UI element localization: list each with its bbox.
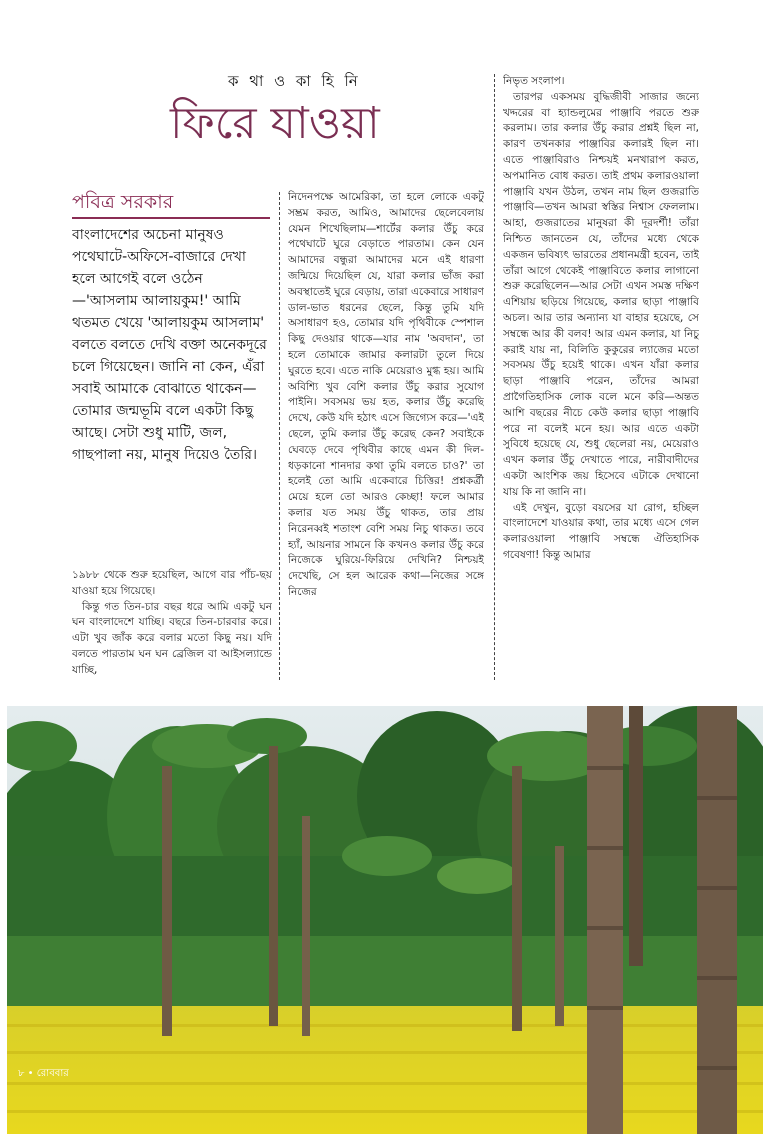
paragraph: ১৯৮৮ থেকে শুরু হয়েছিল, আগে বার পাঁচ-ছয় যাওয়া হয়ে গিয়েছে। — [72, 569, 272, 597]
paragraph: তারপর একসময় বুদ্ধিজীবী সাজার জন্যে খদ্দরের বা হ্যান্ডলুমের পাঞ্জাবি পরতে শুরু করলাম। তার কলার উঁচু করার প্রশ্নই ছিল না, কারণ তখনকার পাঞ্জাবির কলারই ছিল না। এতে পাঞ্জাবিরাও নিশ্চয়ই মনখারাপ করত, অপমানিত বোধ করত। তাই প্রথম কলারওয়ালা পাঞ্জাবি যখন উঠল, তখন নাম ছিল গুজরাতি পাঞ্জাবি—তখন আমরা স্বস্তির নিশ্বাস ফেললাম। আহা, গুজরাতের মানুষরা কী দূরদর্শী! তাঁরা নিশ্চিত জানতেন যে, তাঁদের মধ্যে থেকে একজন ভবিষ্যৎ ভারতের প্রধানমন্ত্রী হবেন, তাই তাঁরা আগে থেকেই পাঞ্জাবিতে কলার লাগানো শুরু করেছিলেন—আর সেটা এখন সমস্ত দক্ষিণ এশিয়ায় ছড়িয়ে গিয়েছে, কলার ছাড়া পাঞ্জাবি অচল। আর তার অন্যান্য যা বাহার হয়েছে, সে সম্বন্ধে আর কী বলব! আর এমন কলার, যা নিচু করাই যায় না, বিলিতি কুকুরের ল্যাজের মতো সবসময় উঁচু হয়েই থাকে। এখন যাঁরা কলার ছাড়া পাঞ্জাবি পরেন, তাঁদের আমরা প্রাগৈতিহাসিক লোক বলে মনে করি—অন্তত আশি বছরের নীচে কেউ কলার ছাড়া পাঞ্জাবি পরে না বলেই মনে হয়। আর এতে একটা সুবিধে হয়েছে যে, শুধু ছেলেরা নয়, মেয়েরাও এখন কলার উঁচু দেখাতে পারে, নারীবাদীদের একটা আংশিক জয় হিসেবে এটাকে দেখানো যায় কি না জানি না। — [503, 90, 699, 498]
landscape-photo — [7, 706, 763, 1134]
column-divider — [279, 192, 280, 680]
paragraph: নিভৃত সংলাপ। — [503, 75, 565, 87]
author-underline — [72, 217, 270, 219]
page-folio: ৮ • রোববার — [18, 1068, 69, 1079]
article-title: ফিরে যাওয়া — [170, 98, 380, 149]
body-column-3 — [503, 74, 699, 682]
lede-paragraph: বাংলাদেশের অচেনা মানুষও পথেঘাটে-অফিসে-বাজারে দেখা হলে আগেই বলে ওঠেন—'আসলাম আলায়কুম!' আমি থতমত খেয়ে 'আলায়কুম আসলাম' বলতে বলতে দেখি বক্তা অনেকদূরে চলে গিয়েছেন। জানি না কেন, এঁরা সবাই আমাকে বোঝাতে থাকেন—তোমার জন্মভূমি বলে একটা কিছু আছে। সেটা শুধু মাটি, জল, গাছপালা নয়, মানুষ দিয়েও তৈরি। — [72, 227, 267, 463]
body-column-1 — [72, 568, 272, 680]
author-name: পবিত্র সরকার — [72, 191, 174, 213]
paragraph: এই দেখুন, বুড়ো বয়সের যা রোগ, হচ্ছিল বাংলাদেশে যাওয়ার কথা, তার মধ্যে এসে গেল কলারওয়ালা পাঞ্জাবি সম্বন্ধে ঐতিহাসিক গবেষণা! কিন্তু আমার — [503, 501, 699, 561]
column-divider — [494, 74, 495, 680]
paragraph: কিন্তু গত তিন-চার বছর ধরে আমি একটু ঘন ঘন বাংলাদেশে যাচ্ছি। বছরে তিন-চারবার করে। এটা খুব জাঁক করে বলার মতো কিছু নয়। যদি বলতে পারতাম ঘন ঘন ব্রেজিল বা আইসল্যান্ডে যাচ্ছি, — [72, 600, 272, 676]
section-label: ক থা ও কা হি নি — [228, 72, 361, 90]
body-column-2 — [288, 190, 484, 682]
paragraph: নিদেনপক্ষে আমেরিকা, তা হলে লোকে একটু সম্ভ্রম করত, আমিও, আমাদের ছেলেবেলায় যেমন শিখেছিলাম—শার্টের কলার উঁচু করে পথেঘাটে ঘুরে বেড়াতে পারতাম। কেন যেন আমাদের বন্ধুরা আমাদের মনে এই ধারণা জন্মিয়ে দিয়েছিল যে, যারা কলার ভাঁজ করা অবস্থাতেই ঘুরে বেড়ায়, তারা একেবারে সাধারণ ডাল-ভাত ধরনের ছেলে, কিন্তু তুমি যদি অসাধারণ হও, তোমার যদি পৃথিবীকে স্পেশাল কিছু দেওয়ার থাকে—যার নাম 'অবদান', তা হলে তোমাকে জামার কলারটা তুলে দিয়ে ঘুরতে হবে। এতে নাকি মেয়েরাও মুগ্ধ হয়। আমি অবিশ্যি খুব বেশি কলার উঁচু করার সুযোগ পাইনি। সবসময় ভয় হত, কলার উঁচু করেছি দেখে, কেউ যদি হঠাৎ এসে জিগ্যেস করে—'এই ছেলে, তুমি কলার উঁচু করেছ কেন? সবাইকে ঘেবড়ে দেবে পৃথিবীর কাছে এমন কী দিল-ধড়কানো শানদার কথা তুমি বলতে চাও?' তা হলেই তো আমি একেবারে চিত্তির! প্রশ্নকর্ত্রী মেয়ে হলে তো আরও কেচ্ছা! ফলে আমার কলার যত সময় উঁচু থাকত, তার প্রায় নিরেনব্বই শতাংশ বেশি সময় নিচু থাকত। তবে হ্যাঁ, আয়নার সামনে কি কখনও কলার উঁচু করে নিজেকে ঘুরিয়ে-ফিরিয়ে দেখিনি? নিশ্চয়ই দেখেছি, সে হল আরেক কথা—নিজের সঙ্গে নিজের — [288, 191, 484, 598]
